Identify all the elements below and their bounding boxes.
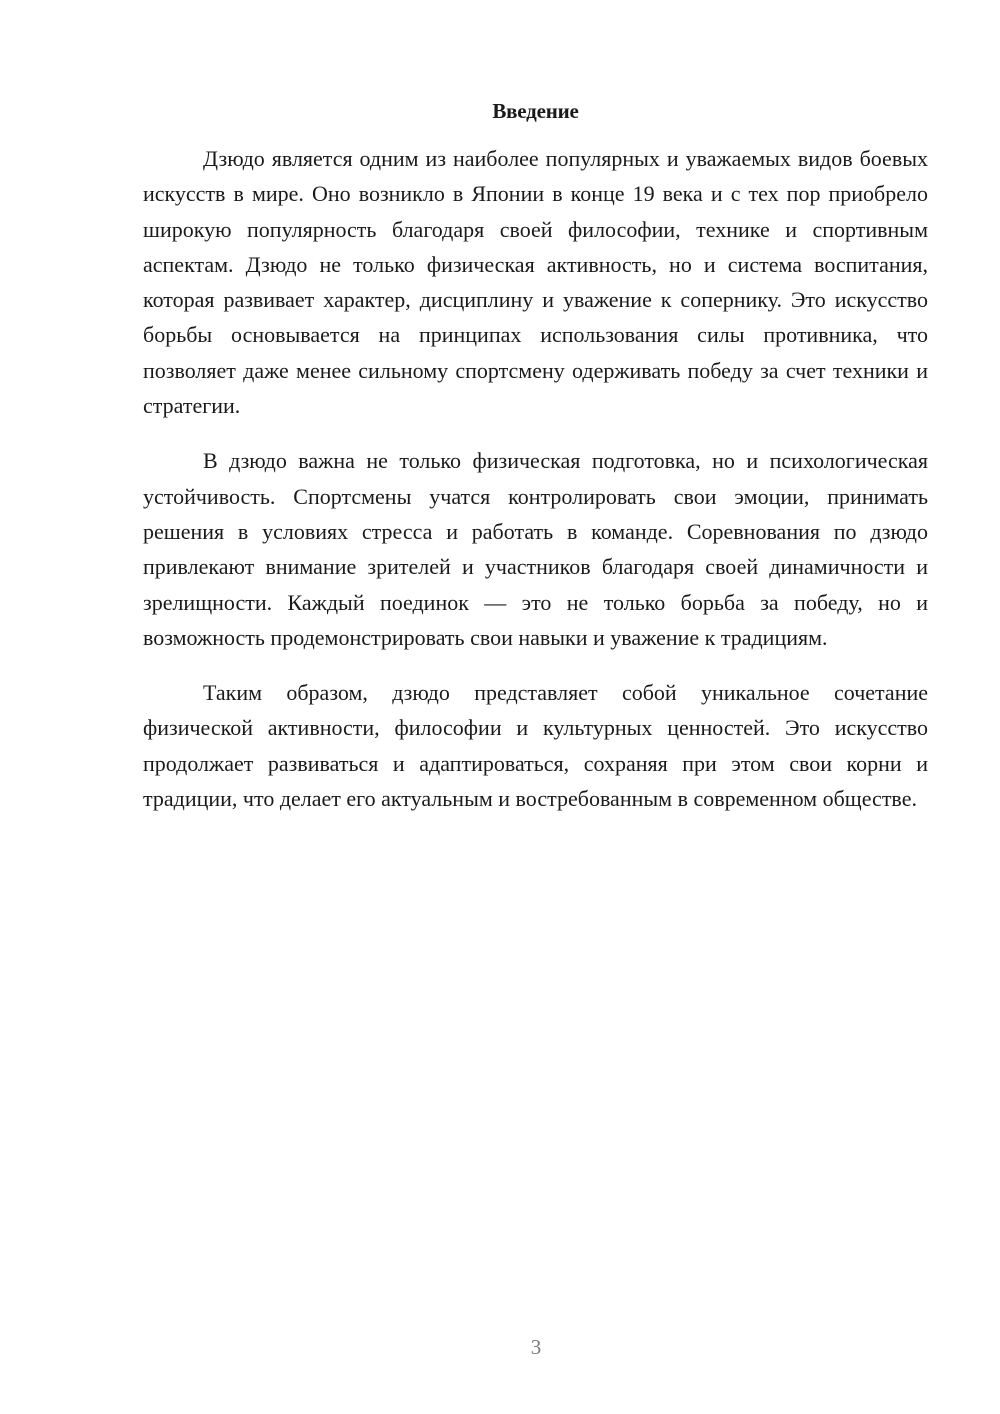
document-body (143, 96, 928, 836)
section-title: Введение (492, 99, 579, 123)
paragraph-3: Таким образом, дзюдо представляет собой уникальное сочетание физической активности, философии и культурных ценностей. Это искусство продолжает развиваться и адаптироваться, сохраняя при этом свои корни и традиции, что делает его актуальным и востребованным в современном обществе. (143, 680, 928, 812)
page-number: 3 (530, 1335, 542, 1359)
paragraph-1: Дзюдо является одним из наиболее популярных и уважаемых видов боевых искусств в мире. Оно возникло в Японии в конце 19 века и с тех пор приобрело широкую популярность благодаря своей философии, технике и спортивным аспектам. Дзюдо не только физическая активность, но и система воспитания, которая развивает характер, дисциплину и уважение к сопернику. Это искусство борьбы основывается на принципах использования силы противника, что позволяет даже менее сильному спортсмену одерживать победу за счет техники и стратегии. (143, 146, 928, 419)
paragraph-2: В дзюдо важна не только физическая подготовка, но и психологическая устойчивость. Спортсмены учатся контролировать свои эмоции, принимать решения в условиях стресса и работать в команде. Соревнования по дзюдо привлекают внимание зрителей и участников благодаря своей динамичности и зрелищности. Каждый поединок — это не только борьба за победу, но и возможность продемонстрировать свои навыки и уважение к традициям. (143, 448, 928, 650)
